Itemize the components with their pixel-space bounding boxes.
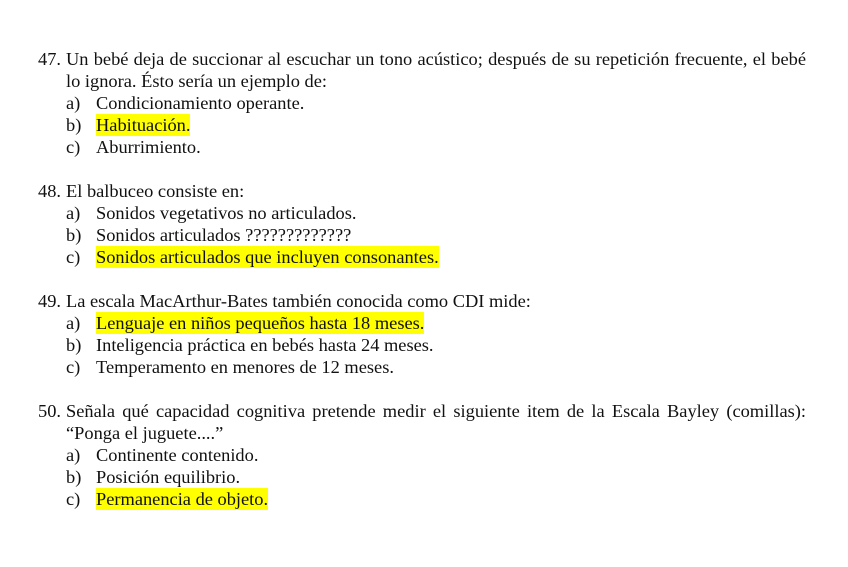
option-text-highlighted: Lenguaje en niños pequeños hasta 18 meses.: [96, 313, 425, 333]
question-stem: [38, 48, 806, 92]
option-letter: c): [66, 489, 81, 509]
question-text: La escala MacArthur-Bates también conocida como CDI mide:: [66, 291, 531, 311]
option-letter: c): [66, 247, 81, 267]
question-number: 48.: [38, 181, 61, 201]
option-c: [66, 488, 806, 510]
question-number: 47.: [38, 49, 61, 69]
option-c: [66, 136, 806, 158]
option-text: Inteligencia práctica en bebés hasta 24 meses.: [96, 335, 434, 355]
question-text: Un bebé deja de succionar al escuchar un tono acústico; después de su repetición frecuente, el bebé lo ignora. Ésto sería un ejemplo de:: [66, 49, 806, 91]
question-stem: [38, 290, 806, 312]
option-text: Temperamento en menores de 12 meses.: [96, 357, 394, 377]
option-c: [66, 356, 806, 378]
question-50: [38, 400, 806, 510]
option-text-highlighted: Permanencia de objeto.: [96, 489, 269, 509]
option-b: [66, 114, 806, 136]
question-48: [38, 180, 806, 268]
option-text-highlighted: Habituación.: [96, 115, 191, 135]
option-text-highlighted: Sonidos articulados que incluyen consonantes.: [96, 247, 439, 267]
option-text: Sonidos articulados ?????????????: [96, 225, 352, 245]
question-text: El balbuceo consiste en:: [66, 181, 245, 201]
option-text: Condicionamiento operante.: [96, 93, 305, 113]
question-number: 50.: [38, 401, 61, 421]
option-text: Continente contenido.: [96, 445, 259, 465]
option-text: Aburrimiento.: [96, 137, 201, 157]
option-b: [66, 466, 806, 488]
option-letter: a): [66, 203, 81, 223]
option-letter: c): [66, 137, 81, 157]
option-a: [66, 202, 806, 224]
question-text: Señala qué capacidad cognitiva pretende medir el siguiente item de la Escala Bayley (comillas): “Ponga el juguete....”: [66, 401, 806, 443]
question-stem: [38, 180, 806, 202]
question-47: [38, 48, 806, 158]
option-letter: b): [66, 467, 82, 487]
option-a: [66, 312, 806, 334]
option-letter: a): [66, 445, 81, 465]
option-text: Sonidos vegetativos no articulados.: [96, 203, 357, 223]
option-letter: c): [66, 357, 81, 377]
option-letter: b): [66, 335, 82, 355]
option-text: Posición equilibrio.: [96, 467, 241, 487]
question-number: 49.: [38, 291, 61, 311]
question-stem: [38, 400, 806, 444]
option-letter: b): [66, 115, 82, 135]
option-letter: a): [66, 93, 81, 113]
option-b: [66, 224, 806, 246]
option-letter: a): [66, 313, 81, 333]
option-letter: b): [66, 225, 82, 245]
option-a: [66, 444, 806, 466]
option-b: [66, 334, 806, 356]
question-49: [38, 290, 806, 378]
option-c: [66, 246, 806, 268]
option-a: [66, 92, 806, 114]
